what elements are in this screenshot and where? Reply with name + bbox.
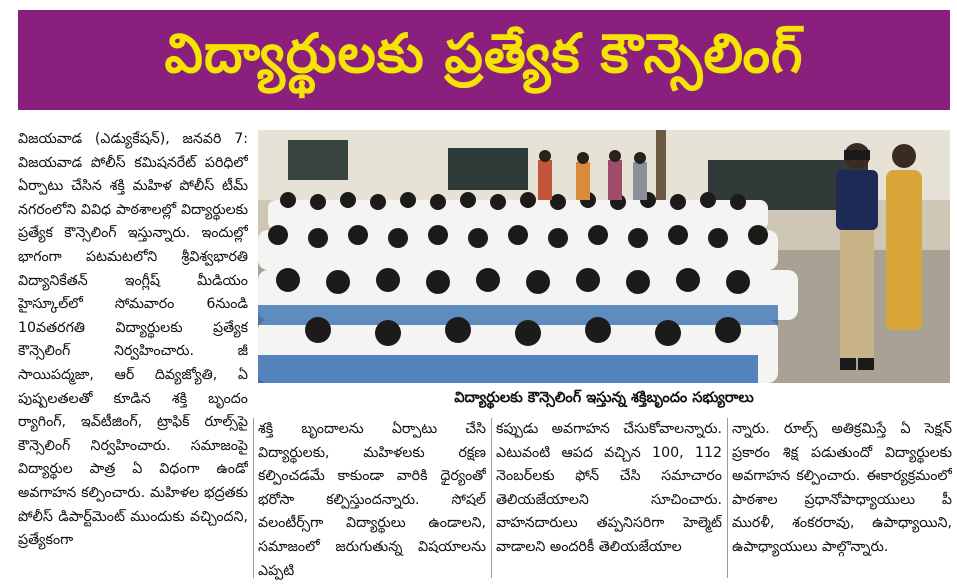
headline-band [18,10,950,110]
column-divider [491,418,492,578]
news-photo [258,130,950,383]
article-column-1: విజయవాడ (ఎడ్యుకేషన్), జనవరి 7: విజయవాడ పోలీస్ కమిషనరేట్ పరిధిలో ఏర్పాటు చేసిన శక్తి మహిళ పోలీస్ టీమ్ నగరంలోని వివిధ పాఠశాలల్లో విద్యార్థులకు ప్రత్యేక కౌన్సెలింగ్ ఇస్తున్నారు. ఇందుల్లో భాగంగా పటమటలోని శ్రీవిశ్వభారతి విద్యానికేతన్ ఇంగ్లీష్ మీడియం హైస్కూల్‌లో సోమవారం 6నుండి 10వతరగతి విద్యార్థులకు ప్రత్యేక కౌన్సెలింగ్ నిర్వహించారు. జీ సాయిపద్మజా, ఆర్ దివ్యజ్యోతి, ఏ పుష్పలతలతో కూడిన శక్తి బృందం ర్యాగింగ్, ఇవ్‌టీజింగ్, ట్రాఫిక్ రూల్స్‌పై కౌన్సెలింగ్ నిర్వహించారు. సమాజంపై విద్యార్థుల పాత్ర ఏ విధంగా ఉండో అవగాహన కల్పించారు. మహిళల భద్రతకు పోలీస్ డిపార్ట్‌మెంట్ ముందుకు వచ్చిందని, ప్రత్యేకంగా [18,131,248,549]
headline: విద్యార్థులకు ప్రత్యేక కౌన్సెలింగ్ [164,21,804,85]
column-divider [727,418,728,578]
column-divider [253,418,254,578]
article-column-2: శక్తి బృందాలను ఏర్పాటు చేసి విద్యార్థులకు, మహిళలకు రక్షణ కల్పించడమే కాకుండా వారికి ధైర్యంతో భరోసా కల్పిస్తుందన్నారు. సోషల్ వలంటీర్స్‌గా విద్యార్థులు ఉండాలని, సమాజంలో జరుగుతున్న విషయాలను ఎప్పటి [258,421,486,579]
photo-caption: విద్యార్థులకు కౌన్సెలింగ్ ఇస్తున్న శక్తిబృందం సభ్యురాలు [454,390,754,406]
headline-area [0,0,957,120]
article-column-3: కప్పుడు అవగాహన చేసుకోవాలన్నారు. ఎటువంటి ఆపద వచ్చిన 100, 112 నెంబర్‌లకు ఫోన్ చేసి సమాచారం తెలియజేయాలని సూచించారు. వాహనదారులు తప్పనిసరిగా హెల్మెట్ వాడాలని అందరికీ తెలియజేయాల [496,421,722,555]
article-column-4: న్నారు. రూల్స్ అతిక్రమిస్తే ఏ సెక్షన్ ప్రకారం శిక్ష పడుతుందో విద్యార్థులకు అవగాహన కల్పించారు. ఈకార్యక్రమంలో పాఠశాల ప్రధానోపాధ్యాయులు పీ మురళీ, శంకరరావు, ఉపాధ్యాయిని, ఉపాధ్యాయులు పాల్గొన్నారు. [732,421,952,555]
